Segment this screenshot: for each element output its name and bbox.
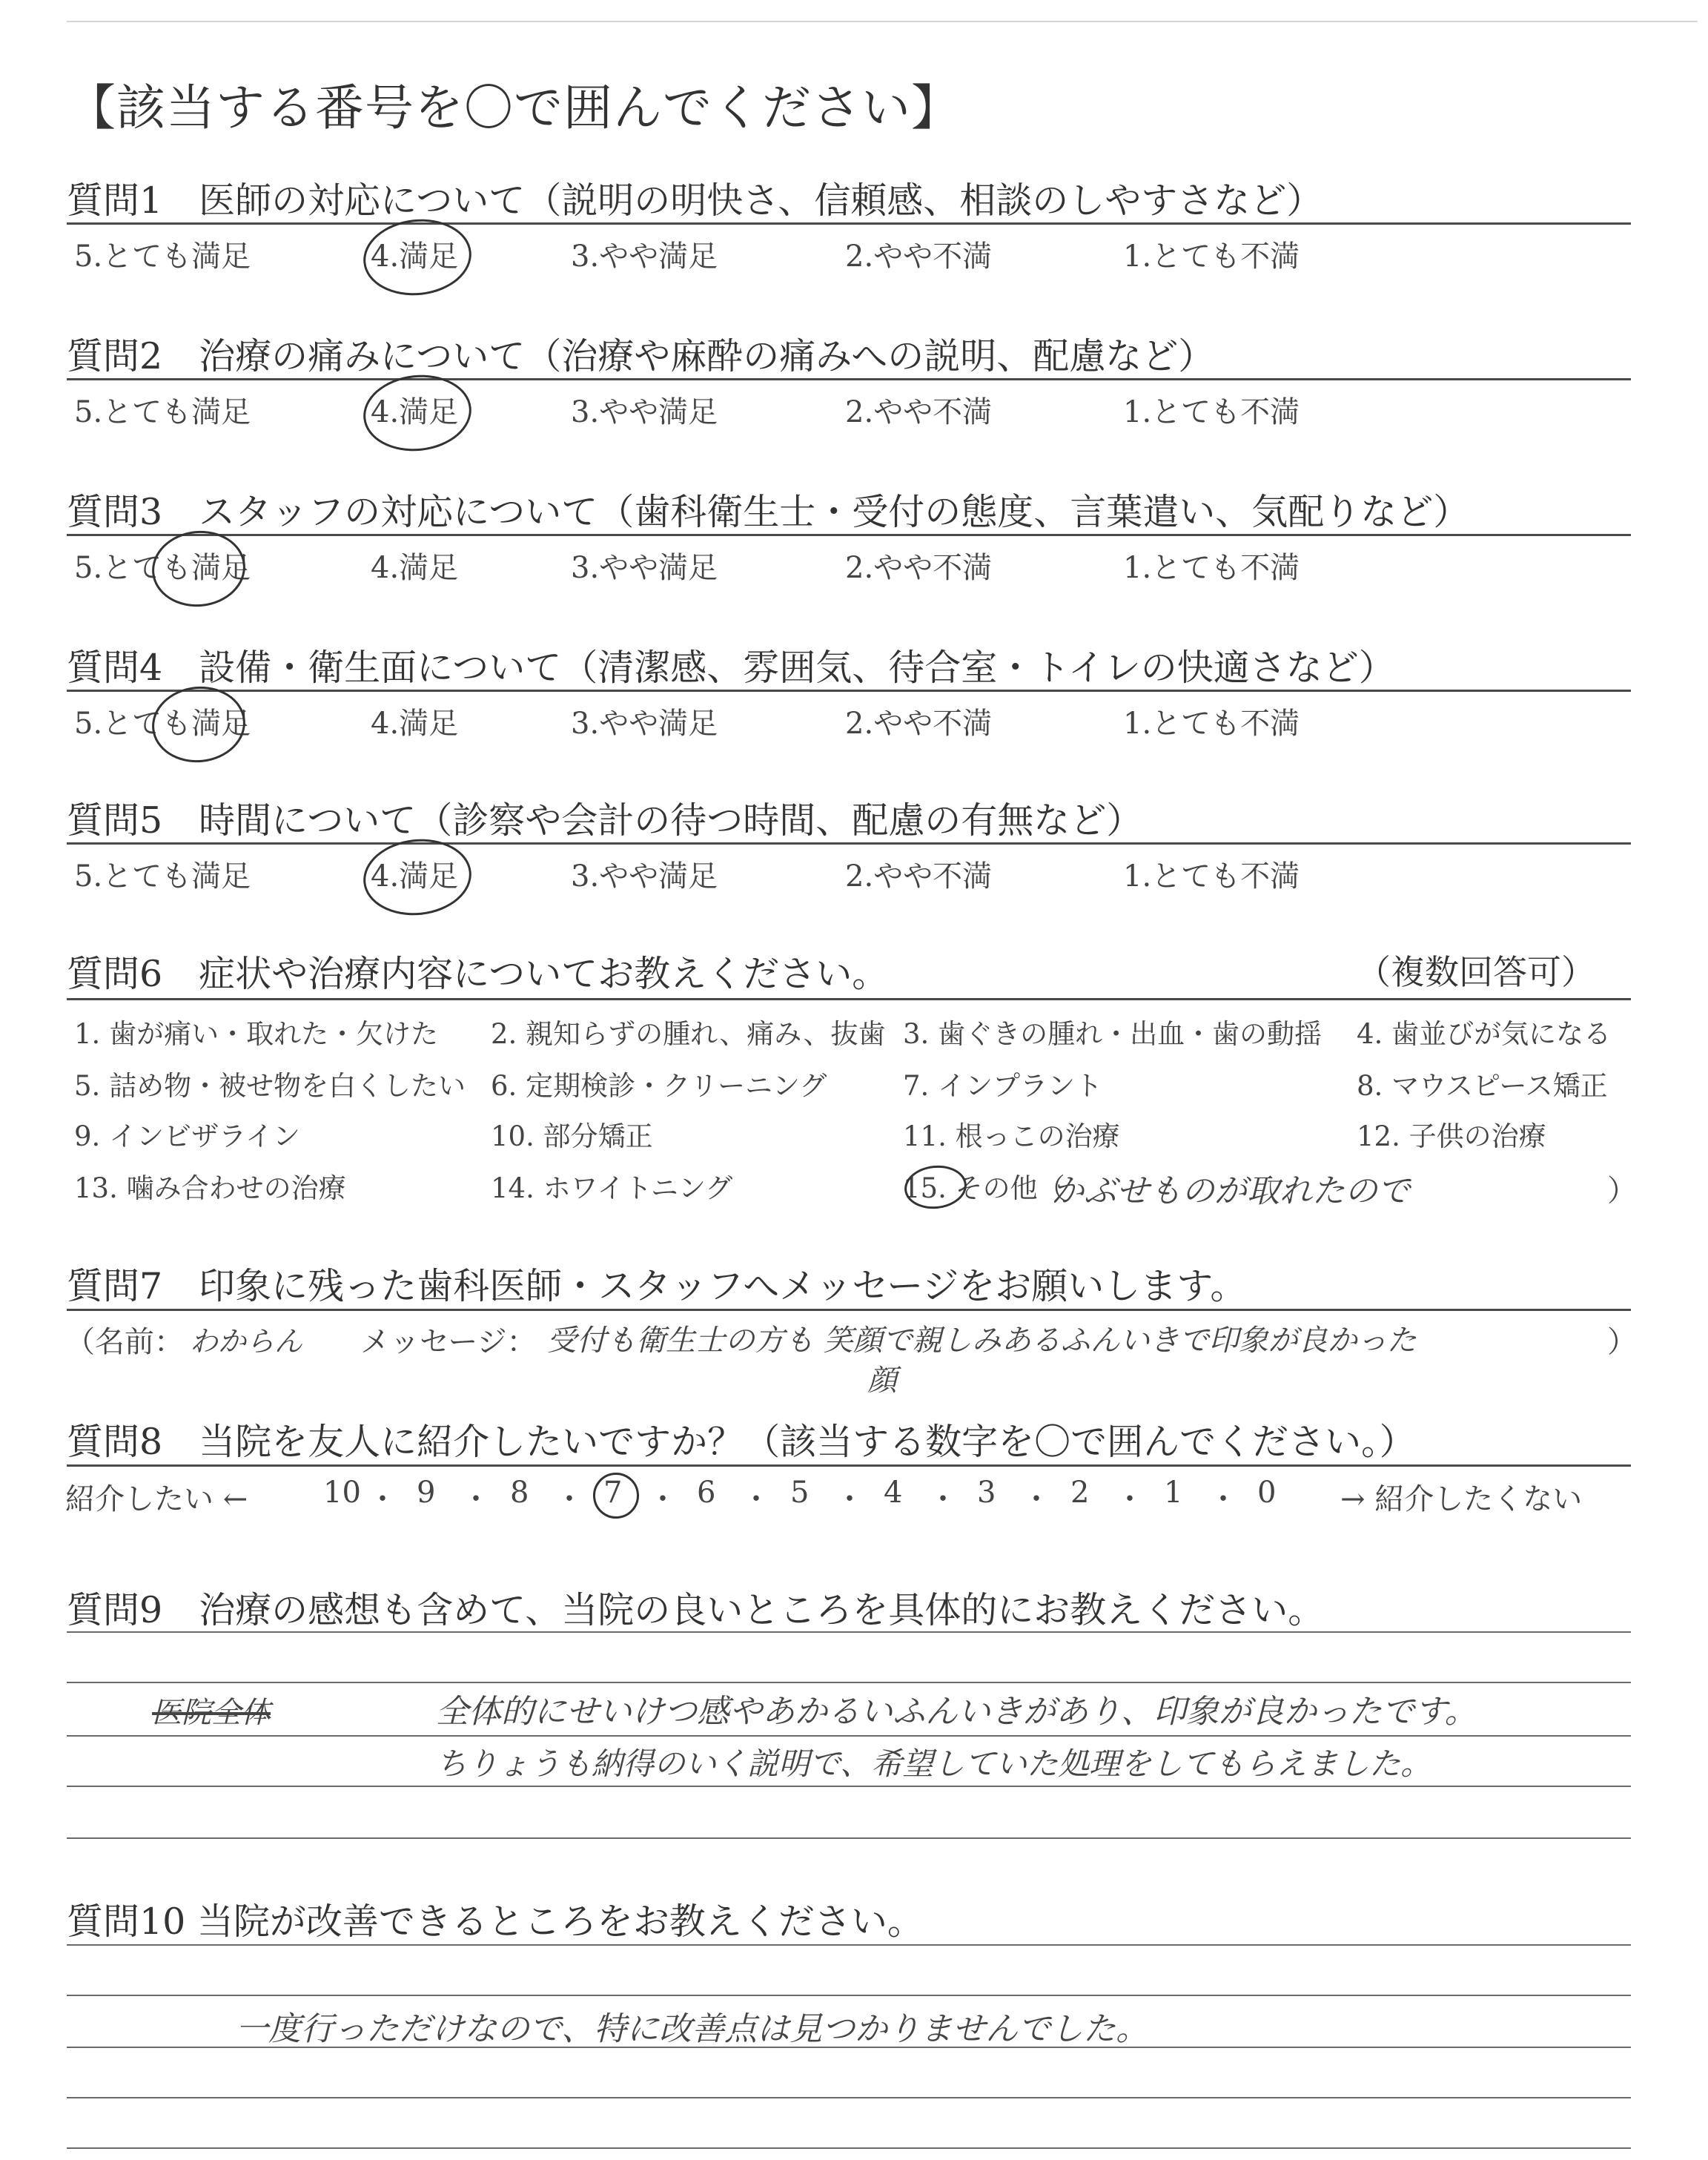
- q10-line-5: [67, 2147, 1631, 2149]
- q8-right-label: → 紹介したくない: [1340, 1482, 1583, 1516]
- page-header: 【該当する番号を〇で囲んでください】: [67, 79, 961, 136]
- q10-answer: 一度行っただけなので、特に改善点は見つかりませんでした。: [236, 2010, 1149, 2048]
- q8-number-6[interactable]: 6: [697, 1476, 716, 1510]
- q6-option-4[interactable]: 4. 歯並びが気になる: [1357, 1018, 1612, 1050]
- q8-separator-dot: ・: [1022, 1482, 1051, 1516]
- q8-separator-dot: ・: [555, 1482, 584, 1516]
- q6-option-6[interactable]: 6. 定期検診・クリーニング: [491, 1070, 827, 1102]
- q8-separator-dot: ・: [741, 1482, 771, 1516]
- q6-option-13[interactable]: 13. 噛み合わせの治療: [74, 1172, 346, 1204]
- q6-title: 質問6 症状や治療内容についてお教えください。: [67, 953, 889, 995]
- q2-rule: [67, 378, 1631, 380]
- q6-option-8[interactable]: 8. マウスピース矯正: [1357, 1070, 1608, 1102]
- q4-option-5[interactable]: 5.とても満足: [74, 707, 251, 741]
- q4-rule: [67, 690, 1631, 692]
- q6-option-3[interactable]: 3. 歯ぐきの腫れ・出血・歯の動揺: [903, 1018, 1323, 1050]
- q2-selection-circle: [360, 370, 475, 457]
- q8-number-7[interactable]: 7: [603, 1476, 623, 1510]
- q1-option-2[interactable]: 2.やや不満: [845, 240, 993, 274]
- q7-name-label: （名前：: [65, 1325, 184, 1359]
- q6-option-15[interactable]: 15. その他（: [903, 1172, 1065, 1204]
- q2-option-3[interactable]: 3.やや満足: [571, 395, 718, 429]
- q9-answer-line-2: ちりょうも納得のいく説明で、希望していた処理をしてもらえました。: [436, 1745, 1432, 1782]
- q2-option-5[interactable]: 5.とても満足: [74, 395, 251, 429]
- q6-option-10[interactable]: 10. 部分矯正: [491, 1120, 653, 1152]
- q8-number-8[interactable]: 8: [510, 1476, 529, 1510]
- q3-option-1[interactable]: 1.とても不満: [1123, 551, 1300, 585]
- q8-number-4[interactable]: 4: [884, 1476, 903, 1510]
- q8-number-9[interactable]: 9: [417, 1476, 436, 1510]
- q3-option-5[interactable]: 5.とても満足: [74, 551, 251, 585]
- q10-title: 質問10 当院が改善できるところをお教えください。: [67, 1900, 924, 1943]
- q5-option-3[interactable]: 3.やや満足: [571, 859, 718, 894]
- q8-separator-dot: ・: [1115, 1482, 1145, 1516]
- q9-line-5: [67, 1837, 1631, 1839]
- q6-option-5[interactable]: 5. 詰め物・被せ物を白くしたい: [74, 1070, 466, 1102]
- q1-option-4[interactable]: 4.満足: [371, 240, 459, 274]
- q6-option-14[interactable]: 14. ホワイトニング: [491, 1172, 733, 1204]
- q7-message-value: 受付も衛生士の方も 笑顔で親しみあるふんいきで印象が良かった: [547, 1324, 1417, 1358]
- q8-left-label: 紹介したい ←: [65, 1482, 248, 1516]
- q3-rule: [67, 534, 1631, 536]
- q9-struck-text: 医院全体: [152, 1696, 271, 1730]
- q4-option-4[interactable]: 4.満足: [371, 707, 459, 741]
- q8-separator-dot: ・: [835, 1482, 864, 1516]
- q2-option-1[interactable]: 1.とても不満: [1123, 395, 1300, 429]
- q8-rule: [67, 1464, 1631, 1467]
- q9-line-1: [67, 1631, 1631, 1633]
- q8-number-0[interactable]: 0: [1257, 1476, 1277, 1510]
- q8-separator-dot: ・: [928, 1482, 958, 1516]
- q3-option-2[interactable]: 2.やや不満: [845, 551, 993, 585]
- q7-name-value: わからん: [190, 1325, 303, 1358]
- q10-line-4: [67, 2097, 1631, 2098]
- q7-rule: [67, 1309, 1631, 1311]
- q2-option-2[interactable]: 2.やや不満: [845, 395, 993, 429]
- q7-message-label: メッセージ：: [360, 1325, 537, 1359]
- q1-rule: [67, 222, 1631, 225]
- q1-option-3[interactable]: 3.やや満足: [571, 240, 718, 274]
- q2-title: 質問2 治療の痛みについて（治療や麻酔の痛みへの説明、配慮など）: [67, 335, 1215, 377]
- q8-number-3[interactable]: 3: [977, 1476, 996, 1510]
- q5-rule: [67, 842, 1631, 845]
- q10-line-2: [67, 1995, 1631, 1996]
- q1-title: 質問1 医師の対応について（説明の明快さ、信頼感、相談のしやすさなど）: [67, 179, 1323, 222]
- q9-title: 質問9 治療の感想も含めて、当院の良いところを具体的にお教えください。: [67, 1589, 1325, 1631]
- q5-option-1[interactable]: 1.とても不満: [1123, 859, 1300, 894]
- q6-option-9[interactable]: 9. インビザライン: [74, 1120, 300, 1152]
- q6-note: （複数回答可）: [1357, 952, 1595, 992]
- q8-selection-circle: [591, 1470, 641, 1521]
- q8-number-2[interactable]: 2: [1070, 1476, 1090, 1510]
- q10-line-1: [67, 1944, 1631, 1946]
- q3-option-3[interactable]: 3.やや満足: [571, 551, 718, 585]
- q8-separator-dot: ・: [461, 1482, 491, 1516]
- q2-option-4[interactable]: 4.満足: [371, 395, 459, 429]
- q5-option-4[interactable]: 4.満足: [371, 859, 459, 894]
- q1-option-5[interactable]: 5.とても満足: [74, 240, 251, 274]
- q9-line-2: [67, 1682, 1631, 1683]
- q6-option-7[interactable]: 7. インプラント: [903, 1070, 1103, 1102]
- q6-rule: [67, 998, 1631, 1000]
- q5-title: 質問5 時間について（診察や会計の待つ時間、配慮の有無など）: [67, 799, 1143, 842]
- q1-selection-circle: [360, 214, 475, 301]
- q1-option-1[interactable]: 1.とても不満: [1123, 240, 1300, 274]
- q9-line-4: [67, 1786, 1631, 1787]
- q7-title: 質問7 印象に残った歯科医師・スタッフへメッセージをお願いします。: [67, 1265, 1247, 1307]
- q5-option-5[interactable]: 5.とても満足: [74, 859, 251, 894]
- q9-answer-line-1: 全体的にせいけつ感やあかるいふんいきがあり、印象が良かったです。: [436, 1693, 1477, 1731]
- q3-title: 質問3 スタッフの対応について（歯科衛生士・受付の態度、言葉遣い、気配りなど）: [67, 491, 1470, 533]
- q8-number-5[interactable]: 5: [790, 1476, 810, 1510]
- q4-option-2[interactable]: 2.やや不満: [845, 707, 993, 741]
- q6-option-12[interactable]: 12. 子供の治療: [1357, 1120, 1546, 1152]
- q6-option-1[interactable]: 1. 歯が痛い・取れた・欠けた: [74, 1018, 439, 1050]
- q7-close-paren: ）: [1607, 1325, 1637, 1359]
- q8-separator-dot: ・: [648, 1482, 678, 1516]
- q5-option-2[interactable]: 2.やや不満: [845, 859, 993, 894]
- q7-correction: 顔: [867, 1364, 897, 1398]
- q4-option-1[interactable]: 1.とても不満: [1123, 707, 1300, 741]
- q4-title: 質問4 設備・衛生面について（清潔感、雰囲気、待合室・トイレの快適さなど）: [67, 647, 1395, 689]
- q8-title: 質問8 当院を友人に紹介したいですか？（該当する数字を〇で囲んでください。）: [67, 1421, 1416, 1463]
- q6-other-answer: かぶせものが取れたので: [1051, 1172, 1410, 1210]
- q8-separator-dot: ・: [1208, 1482, 1238, 1516]
- q8-number-1[interactable]: 1: [1164, 1476, 1183, 1510]
- q4-selection-circle: [148, 682, 249, 767]
- q6-close-paren: ）: [1607, 1174, 1637, 1208]
- q8-number-10[interactable]: 10: [323, 1476, 361, 1510]
- q3-option-4[interactable]: 4.満足: [371, 551, 459, 585]
- q9-line-3: [67, 1735, 1631, 1737]
- q3-selection-circle: [148, 526, 249, 612]
- scan-edge-line: [67, 21, 1698, 22]
- q4-option-3[interactable]: 3.やや満足: [571, 707, 718, 741]
- q8-separator-dot: ・: [368, 1482, 397, 1516]
- q6-option-2[interactable]: 2. 親知らずの腫れ、痛み、抜歯: [491, 1018, 886, 1050]
- q5-selection-circle: [360, 834, 475, 921]
- q6-option-11[interactable]: 11. 根っこの治療: [903, 1120, 1120, 1152]
